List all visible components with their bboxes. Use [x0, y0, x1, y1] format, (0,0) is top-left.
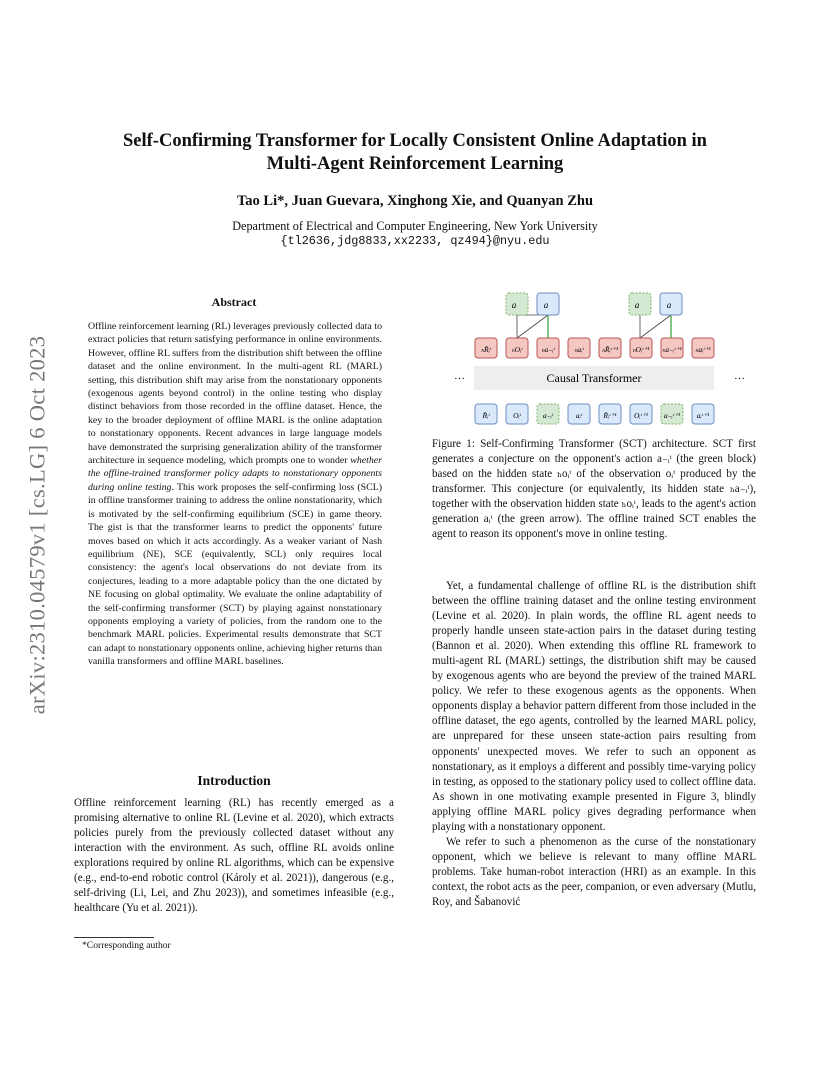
arxiv-identifier: arXiv:2310.04579v1 [cs.LG] 6 Oct 2023: [24, 335, 50, 715]
opponent-conjecture-t-label: a: [511, 300, 517, 310]
footnote: *Corresponding author: [82, 940, 171, 951]
paragraph-nonstationary-opponent: We refer to such a phenomenon as the curse of the nonstationary opponent, which we believe is relevant to many offline MARL problems. Take human-robot interaction (HRI) as an example. In this context, the robot acts as the peer, companion, or even adversary (Mutlu, Roy, and Šabanović: [432, 835, 756, 908]
figure-caption: [432, 437, 756, 542]
hidden-state-row: [475, 338, 714, 358]
author-emails: {tl2636,jdg8833,xx2233, qz494}@nyu.edu: [280, 234, 550, 248]
figure-connectors: [486, 315, 671, 413]
intro-paragraph: Offline reinforcement learning (RL) has recently emerged as a promising alternative to online RL (Levine et al. 2020), which extracts policies purely from the previously collected dataset without any interaction with the environment. As such, offline RL avoids online explorations required by online RL algorithms, which can be expensive (e.g., end-to-end robotic control (Károly et al. 2021)), dangerous (e.g., self-driving (Li, Lei, and Zhu 2023)), and sometimes infeasible (e.g., healthcare (Yu et al. 2021)).: [74, 797, 394, 915]
abstract-text-1: Offline reinforcement learning (RL) leverages previously collected data to extract policies that return satisfying performance in online environments. However, offline RL suffers from the distribution shift between the offline dataset and the online environment. In the multi-agent RL (MARL) setting, this distribution shift may arise from the nonstationary opponents (exogenous agents beyond control) in the online testing who display distinct behaviors from those recorded in the offline dataset. Hence, the key to the broader deployment of offline MARL is the online adaptation to nonstationary opponents. Recent advances in large language models have demonstrated the surprising generalization ability of the transformer architecture in sequence modeling, which prompts one to wonder: [88, 321, 382, 467]
hidden-token-label-2: ₕa₋ᵢᵗ: [541, 345, 555, 354]
authors: Tao Li*, Juan Guevara, Xinghong Xie, and Quanyan Zhu: [236, 193, 594, 209]
input-token-label-3: aᵢᵗ: [575, 411, 583, 420]
opponent-conjecture-t1-label: a: [634, 300, 640, 310]
hidden-token-label-6: ₕa₋ᵢᵗ⁺¹: [662, 345, 682, 354]
paragraph-distribution-shift: Yet, a fundamental challenge of offline RL is the distribution shift between the offline training dataset and the online testing environment (Levine et al. 2020). In plain words, the offline RL agent needs to properly handle unseen state-action pairs in the dataset during testing (Bannon et al. 2020). When extending this offline RL framework to multi-agent RL (MARL) settings, the distribution shift may be caused by exogenous agents who are beyond the preview of the trained MARL policy. We refer to these exogenous agents as the opponents. When opponents display a behavior pattern different from those included in the offline dataset, the ego agents, controlled by the learned MARL policy, are unprepared for these unseen state-action pairs resulting from opponents' unexpected moves. We refer to such an opponent as nonstationary, as it employs a different and possibly time-varying policy in testing, as opposed to the stationary policy used to collect offline data. As shown in one motivating example presented in Figure 3, blindly applying offline MARL policy gives degrading performance when playing with a nonstationary opponent.: [432, 580, 756, 833]
title-line-1: Self-Confirming Transformer for Locally Consistent Online Adaptation in: [123, 131, 707, 151]
right-column-body: [432, 579, 756, 910]
ellipsis-right: ···: [734, 373, 745, 385]
input-token-label-5: Oᵢᵗ⁺¹: [633, 411, 649, 420]
input-token-label-7: aᵢᵗ⁺¹: [696, 411, 710, 420]
arxiv-sidebar: [22, 290, 52, 760]
hidden-token-label-5: ₕOᵢᵗ⁺¹: [632, 345, 650, 354]
hidden-token-label-7: ₕaᵢᵗ⁺¹: [695, 345, 711, 354]
caption-label: Figure 1: Self-Confirming Transformer (SCT) architecture.: [432, 438, 708, 450]
causal-transformer-label: Causal Transformer: [546, 371, 642, 385]
hidden-token-label-1: ₕOᵢᵗ: [511, 345, 523, 354]
opponent-conjecture-t: [506, 293, 528, 315]
input-token-label-4: R̂ᵢᵗ⁺¹: [603, 411, 617, 420]
input-token-label-6: a₋ᵢᵗ⁺¹: [663, 411, 681, 420]
introduction-body: [74, 796, 394, 916]
abstract-question: whether the offline-trained transformer policy adapts to nonstationary opponents during online testing: [88, 455, 382, 493]
footnote-rule: [74, 937, 154, 938]
paper-title: [70, 130, 760, 176]
hidden-token-label-4: ₕR̂ᵢᵗ⁺¹: [601, 345, 619, 354]
input-token-label-0: R̂ᵢᵗ: [482, 411, 490, 420]
opponent-conjecture-t1: [629, 293, 651, 315]
input-token-label-1: Oᵢᵗ: [513, 411, 521, 420]
caption-text: SCT first generates a conjecture on the opponent's action a₋ᵢᵗ (the green block) based on the hidden state ₕoᵢᵗ of the observation oᵢᵗ produced by the transformer. This conjecture (or equivalently, its hidden state ₕa₋ᵢᵗ), together with the observation hidden state ₕoᵢᵗ, leads to the agent's action generation aᵢᵗ (the green arrow). The offline trained SCT enables the agent to reason its opponent's move in online testing.: [432, 438, 756, 541]
title-line-2: Multi-Agent Reinforcement Learning: [266, 154, 564, 174]
input-token-label-2: a₋ᵢᵗ: [542, 411, 554, 420]
hidden-token-label-0: ₕR̂ᵢᵗ: [480, 345, 492, 354]
abstract-heading: Abstract: [211, 295, 257, 309]
affiliation: Department of Electrical and Computer Engineering, New York University: [232, 219, 598, 233]
introduction-heading: Introduction: [197, 773, 271, 788]
input-token-row: [475, 404, 714, 424]
agent-action-t1-label: a: [666, 300, 672, 310]
ellipsis-left: ···: [454, 373, 465, 385]
abstract-text-2: . This work proposes the self-confirming loss (SCL) in offline transformer training to address the online nonstationarity, which is motivated by the self-confirming equilibrium (SCE) in game theory. The gist is that the transformer learns to predict the opponents' future moves based on which it acts accordingly. As a weaker variant of Nash equilibrium (NE), SCE (equivalently, SCL) only requires local consistency: the agent's local observations do not deviate from its conjectures, leading to a more adaptable policy than the one dictated by NE focusing on global optimality. We evaluate the online adaptability of the self-confirming transformer (SCT) by playing against nonstationary opponents employing a variety of policies, from the random one to the benchmark MARL policies. Experimental results demonstrate that SCT can adapt to nonstationary opponents online, achieving higher returns than vanilla transformers and offline MARL baselines.: [88, 481, 382, 668]
sct-architecture-figure: [452, 288, 752, 428]
agent-action-t-label: a: [543, 300, 549, 310]
abstract-body: [88, 320, 382, 669]
hidden-token-label-3: ₕaᵢᵗ: [574, 345, 584, 354]
